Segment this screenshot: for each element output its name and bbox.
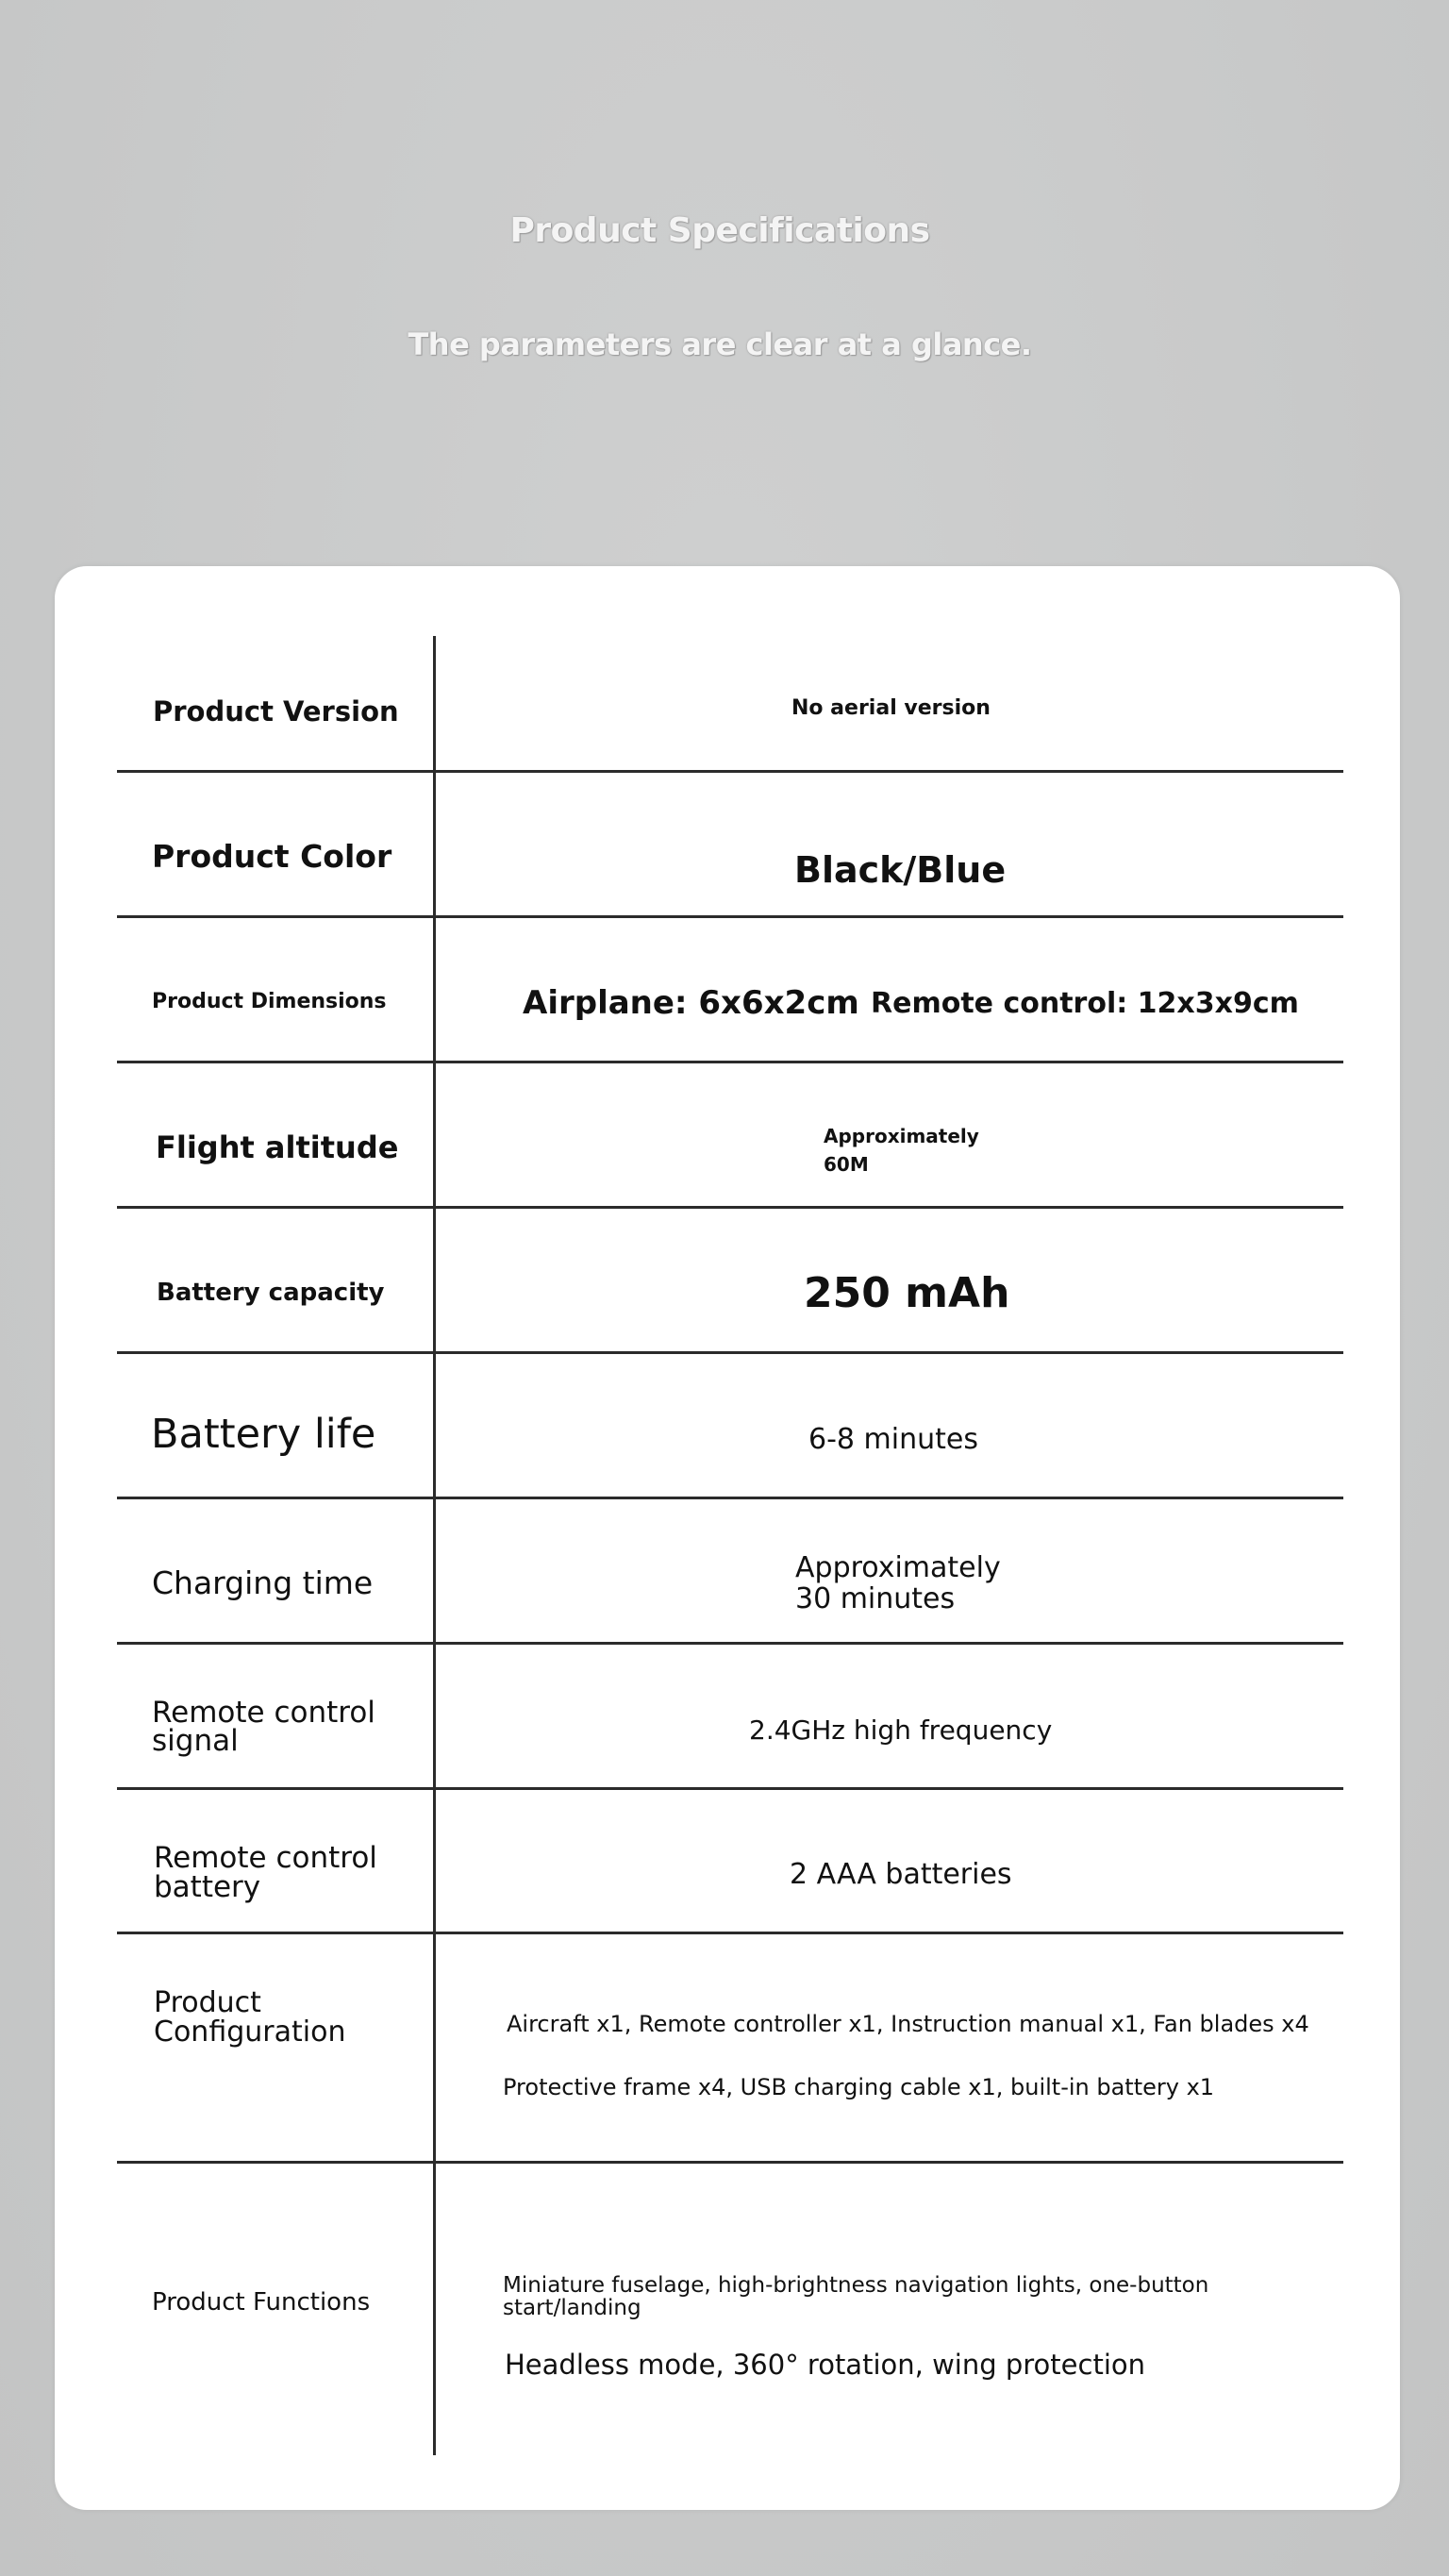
spec-value-flight-altitude-line1: Approximately [824, 1125, 979, 1147]
spec-value-charging-time-line1: Approximately [795, 1551, 1001, 1584]
spec-value-remote-battery: 2 AAA batteries [790, 1858, 1012, 1891]
spec-value-functions-line1-cont: start/landing [503, 2296, 641, 2320]
table-column-divider [433, 636, 436, 2455]
page-title: Product Specifications [509, 211, 930, 250]
spec-label-configuration-line1: Product [154, 1986, 261, 2019]
spec-label-battery-life: Battery life [151, 1411, 376, 1458]
spec-value-charging-time-line2: 30 minutes [795, 1582, 956, 1615]
row-divider [117, 770, 1343, 773]
spec-value-battery-capacity: 250 mAh [804, 1269, 1010, 1317]
spec-value-remote-signal: 2.4GHz high frequency [749, 1715, 1053, 1746]
spec-label-flight-altitude: Flight altitude [156, 1129, 399, 1165]
spec-label-charging-time: Charging time [152, 1564, 374, 1601]
spec-label-product-version: Product Version [153, 695, 399, 728]
row-divider [117, 1642, 1343, 1645]
spec-value-functions-line1: Miniature fuselage, high-brightness navigation lights, one-button [503, 2273, 1209, 2298]
spec-label-remote-battery-line2: battery [154, 1870, 261, 1904]
row-divider [117, 1497, 1343, 1499]
spec-label-remote-signal-line1: Remote control [152, 1696, 375, 1730]
row-divider [117, 1932, 1343, 1934]
spec-value-flight-altitude-line2: 60M [824, 1153, 869, 1176]
page-subtitle: The parameters are clear at a glance. [408, 326, 1032, 362]
row-divider [117, 1206, 1343, 1209]
spec-label-product-color: Product Color [152, 838, 392, 875]
row-divider [117, 915, 1343, 918]
spec-label-product-functions: Product Functions [152, 2288, 371, 2317]
spec-label-battery-capacity: Battery capacity [157, 1279, 385, 1307]
row-divider [117, 2161, 1343, 2164]
spec-value-battery-life: 6-8 minutes [808, 1423, 978, 1456]
spec-label-remote-signal-line2: signal [152, 1724, 239, 1758]
spec-value-product-version: No aerial version [791, 696, 991, 720]
spec-value-airplane-dimensions: Airplane: 6x6x2cm [523, 984, 859, 1022]
spec-label-product-dimensions: Product Dimensions [152, 990, 387, 1013]
spec-value-remote-dimensions: Remote control: 12x3x9cm [871, 987, 1299, 1020]
spec-value-configuration-line2: Protective frame x4, USB charging cable x1, built-in battery x1 [503, 2074, 1215, 2100]
row-divider [117, 1787, 1343, 1790]
spec-value-product-color: Black/Blue [794, 849, 1007, 891]
row-divider [117, 1061, 1343, 1063]
spec-value-configuration-line1: Aircraft x1, Remote controller x1, Instruction manual x1, Fan blades x4 [507, 2011, 1309, 2037]
spec-value-functions-line2: Headless mode, 360° rotation, wing protection [505, 2349, 1145, 2381]
spec-label-configuration-line2: Configuration [154, 2016, 346, 2049]
spec-label-remote-battery-line1: Remote control [154, 1841, 377, 1875]
row-divider [117, 1351, 1343, 1354]
